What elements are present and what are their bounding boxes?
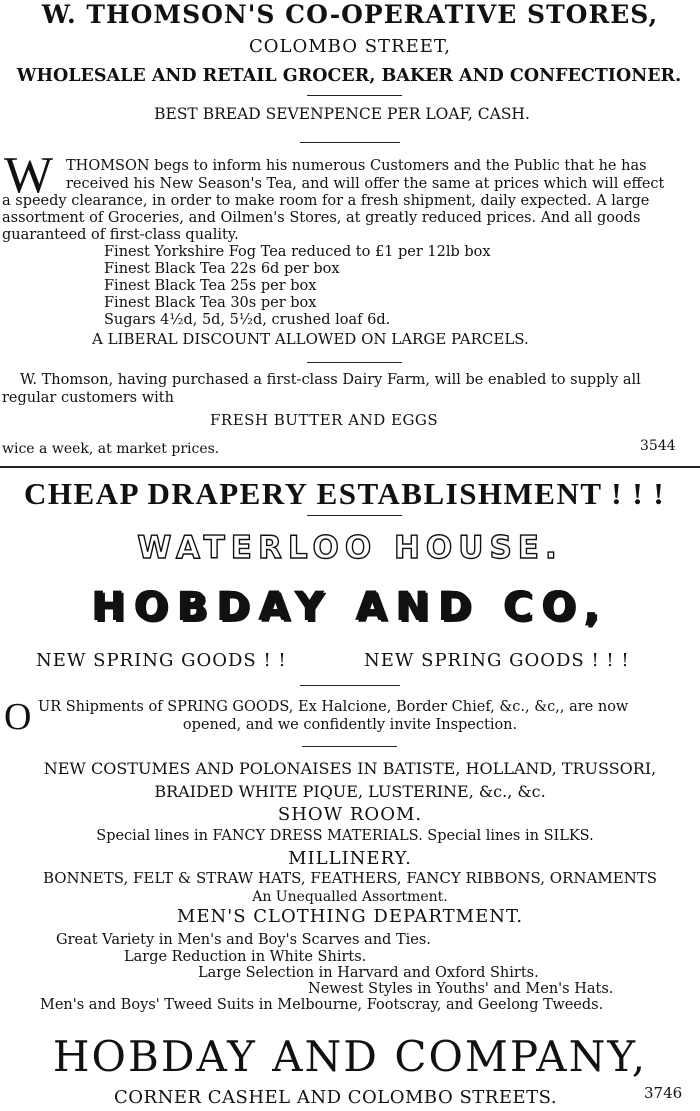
ad2-bonnets: BONNETS, FELT & STRAW HATS, FEATHERS, FANCY RIBBONS, ORNAMENTS xyxy=(42,869,658,887)
ad2-list-item: Great Variety in Men's and Boy's Scarves and Ties. xyxy=(56,932,431,948)
divider xyxy=(300,685,400,686)
ad1-para-line: a speedy clearance, in order to make room for a fresh shipment, daily expected. A large xyxy=(2,193,650,209)
ad1-dairy-line: regular customers with xyxy=(2,390,174,406)
ad2-company: HOBDAY AND COMPANY, xyxy=(52,1032,648,1081)
ad1-para-line: guaranteed of first-class quality. xyxy=(2,227,239,243)
ad2-number: 3746 xyxy=(644,1084,683,1102)
ad1-twice: wice a week, at market prices. xyxy=(2,441,220,457)
ad2-costumes: NEW COSTUMES AND POLONAISES IN BATISTE, HOLLAND, TRUSSORI, xyxy=(43,759,657,778)
ad1-para-line: received his New Season's Tea, and will offer the same at prices which will effect xyxy=(66,176,665,192)
ad2-mens: MEN'S CLOTHING DEPARTMENT. xyxy=(176,906,524,927)
ad2-unequalled: An Unequalled Assortment. xyxy=(252,889,448,905)
ad1-para-line: THOMSON begs to inform his numerous Customers and the Public that he has xyxy=(66,158,647,174)
divider xyxy=(307,95,402,96)
ad1-title: W. THOMSON'S CO-OPERATIVE STORES, xyxy=(41,0,659,29)
ad1-number: 3544 xyxy=(640,438,676,454)
ad2-list-item: Men's and Boys' Tweed Suits in Melbourne, Footscray, and Geelong Tweeds. xyxy=(40,997,604,1013)
ad1-item: Sugars 4½d, 5d, 5½d, crushed loaf 6d. xyxy=(104,312,391,328)
ad1-bread: BEST BREAD SEVENPENCE PER LOAF, CASH. xyxy=(154,105,530,123)
ad2-house: WATERLOO HOUSE. xyxy=(137,530,563,566)
ad1-item: Finest Black Tea 25s per box xyxy=(104,278,317,294)
ad2-costumes: BRAIDED WHITE PIQUE, LUSTERINE, &c., &c. xyxy=(154,782,546,801)
ad2-spring-left: NEW SPRING GOODS ! ! xyxy=(36,650,287,671)
ad2-spring-right: NEW SPRING GOODS ! ! ! xyxy=(364,650,630,671)
ad1-item: Finest Black Tea 22s 6d per box xyxy=(104,261,340,277)
divider xyxy=(300,142,400,143)
ad2-fancy: Special lines in FANCY DRESS MATERIALS. Special lines in SILKS. xyxy=(96,828,594,844)
ad2-list-item: Large Selection in Harvard and Oxford Shirts. xyxy=(198,965,539,981)
ad1-trade: WHOLESALE AND RETAIL GROCER, BAKER AND CONFECTIONER. xyxy=(16,66,682,86)
divider xyxy=(307,515,402,516)
ad1-discount: A LIBERAL DISCOUNT ALLOWED ON LARGE PARCELS. xyxy=(92,330,529,348)
divider xyxy=(307,362,402,363)
ad2-ship-line: opened, and we confidently invite Inspection. xyxy=(182,717,518,733)
ad2-list-item: Large Reduction in White Shirts. xyxy=(124,949,367,965)
ad1-dairy-line: W. Thomson, having purchased a first-class Dairy Farm, will be enabled to supply all xyxy=(20,372,641,388)
ad1-item: Finest Yorkshire Fog Tea reduced to £1 per 12lb box xyxy=(104,244,491,260)
divider xyxy=(302,746,397,747)
ad2-corner: CORNER CASHEL AND COLOMBO STREETS. xyxy=(114,1087,558,1108)
ad1-item: Finest Black Tea 30s per box xyxy=(104,295,317,311)
separator-rule xyxy=(0,466,700,468)
ad1-butter: FRESH BUTTER AND EGGS xyxy=(210,411,439,429)
ad1-para-line: assortment of Groceries, and Oilmen's Stores, at greatly reduced prices. And all goods xyxy=(2,210,641,226)
ad2-firm: HOBDAY AND CO, xyxy=(91,584,609,630)
ad2-ship-line: UR Shipments of SPRING GOODS, Ex Halcione, Border Chief, &c., &c,, are now xyxy=(38,699,629,715)
dropcap-w: W xyxy=(4,147,54,204)
ad2-list-item: Newest Styles in Youths' and Men's Hats. xyxy=(308,981,614,997)
ad2-headline: CHEAP DRAPERY ESTABLISHMENT ! ! ! xyxy=(24,476,666,511)
ad1-street: COLOMBO STREET, xyxy=(249,36,451,57)
ad2-show-room: SHOW ROOM. xyxy=(277,804,423,825)
dropcap-o: O xyxy=(4,696,32,738)
ad2-millinery: MILLINERY. xyxy=(288,848,412,869)
